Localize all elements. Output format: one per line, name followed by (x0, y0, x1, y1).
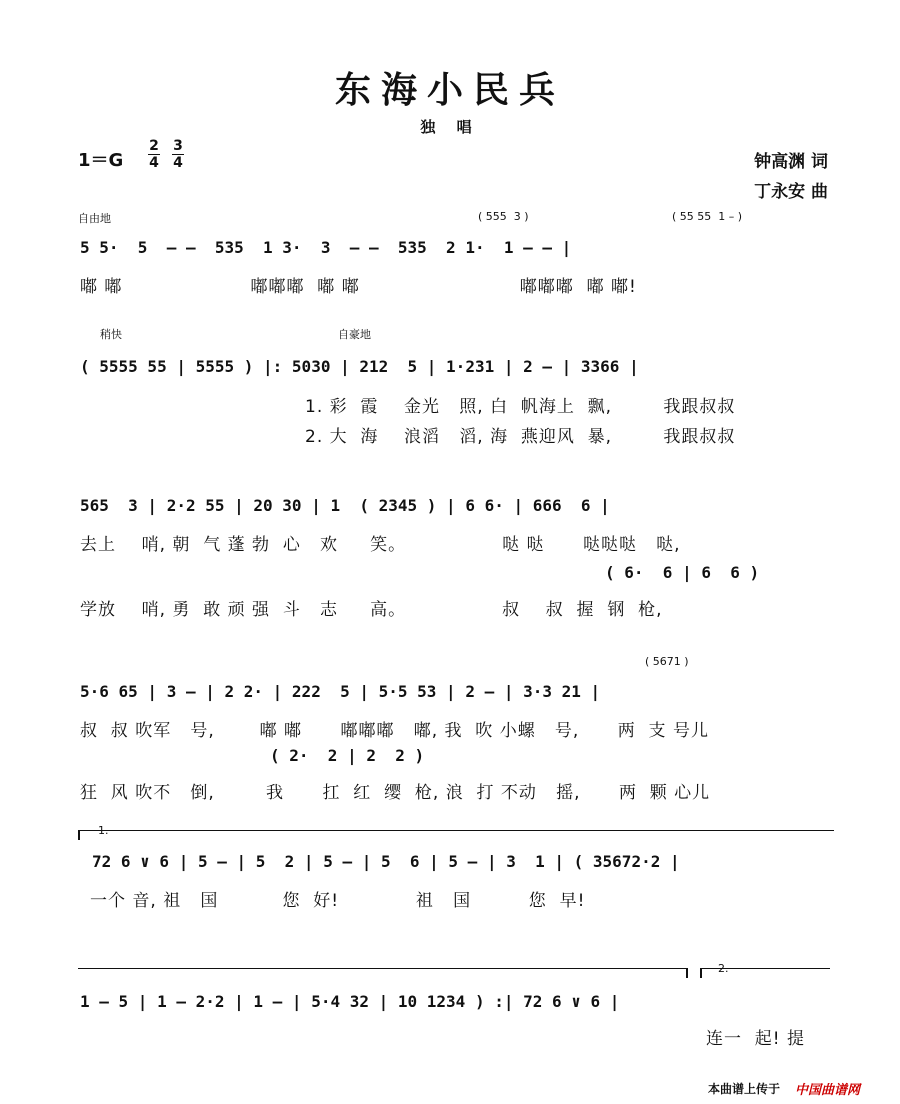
volta-1-continuation (78, 968, 686, 969)
volta-2-label: 2. (718, 962, 729, 975)
lyricist-credit: 钟高渊 词 (754, 152, 828, 172)
volta-1-hook (78, 830, 80, 840)
notation-row-1: 5 5· 5 – – 535 1 3· 3 – – 535 2 1· 1 – – | (80, 238, 572, 257)
volta-1-label: 1. (98, 824, 109, 837)
lyric-row-4-verse-1: 叔 叔 吹军 号, 嘟 嘟 嘟嘟嘟 嘟, 我 吹 小螺 号, 两 支 号儿 (80, 721, 709, 741)
notation-row-5: 72 6 ∨ 6 | 5 – | 5 2 | 5 – | 5 6 | 5 – | 3 1 | ( 35672·2 | (92, 852, 680, 871)
notation-row-4: 5·6 65 | 3 – | 2 2· | 222 5 | 5·5 53 | 2 – | 3·3 21 | (80, 682, 601, 701)
volta-1-end-hook (686, 968, 688, 978)
footer-source-text: 本曲谱上传于 (708, 1082, 781, 1096)
lyric-row-1: 嘟 嘟 嘟嘟嘟 嘟 嘟 嘟嘟嘟 嘟 嘟! (80, 277, 637, 297)
lyric-row-2-verse-2: 2. 大 海 浪滔 滔, 海 燕迎风 暴, 我跟叔叔 (305, 427, 736, 447)
time-signature-2-4: 2 4 (149, 138, 159, 171)
expression-mark-proud: 自豪地 (338, 328, 371, 341)
song-subtitle: 独 唱 (420, 118, 480, 136)
optional-notes-2: ( 55 55 1 – ) (672, 210, 743, 223)
expression-mark-free: 自由地 (78, 212, 111, 225)
volta-2-hook (700, 968, 702, 978)
optional-notes-5: ( 2· 2 | 2 2 ) (270, 746, 425, 765)
time-signature-3-4: 3 4 (173, 138, 183, 171)
lyric-row-6: 连一 起! 提 (706, 1029, 806, 1049)
notation-row-6: 1 – 5 | 1 – 2·2 | 1 – | 5·4 32 | 10 1234 ) :| 72 6 ∨ 6 | (80, 992, 620, 1011)
expression-mark-faster: 稍快 (100, 328, 122, 341)
composer-credit: 丁永安 曲 (754, 182, 828, 202)
notation-row-2: ( 5555 55 | 5555 ) |: 5030 | 212 5 | 1·231 | 2 – | 3366 | (80, 357, 639, 376)
lyric-row-4-verse-2: 狂 风 吹不 倒, 我 扛 红 缨 枪, 浪 打 不动 摇, 两 颗 心儿 (80, 783, 711, 803)
notation-row-3: 565 3 | 2·2 55 | 20 30 | 1 ( 2345 ) | 6 6· | 666 6 | (80, 496, 610, 515)
optional-notes-3: ( 6· 6 | 6 6 ) (605, 563, 760, 582)
volta-1-bracket (78, 830, 834, 831)
key-signature: 1＝G (78, 150, 124, 171)
optional-notes-4: ( 5671 ) (645, 655, 689, 668)
lyric-row-5: 一个 音, 祖 国 您 好! 祖 国 您 早! (90, 891, 586, 911)
lyric-row-2-verse-1: 1. 彩 霞 金光 照, 白 帆海上 飘, 我跟叔叔 (305, 397, 736, 417)
lyric-row-3-verse-1: 去上 哨, 朝 气 蓬 勃 心 欢 笑。 哒 哒 哒哒哒 哒, (80, 535, 681, 555)
optional-notes-1: ( 555 3 ) (478, 210, 529, 223)
site-logo[interactable]: 中国曲谱网 (795, 1083, 861, 1098)
lyric-row-3-verse-2: 学放 哨, 勇 敢 顽 强 斗 志 高。 叔 叔 握 钢 枪, (80, 600, 663, 620)
song-title: 东海小民兵 (334, 69, 565, 111)
